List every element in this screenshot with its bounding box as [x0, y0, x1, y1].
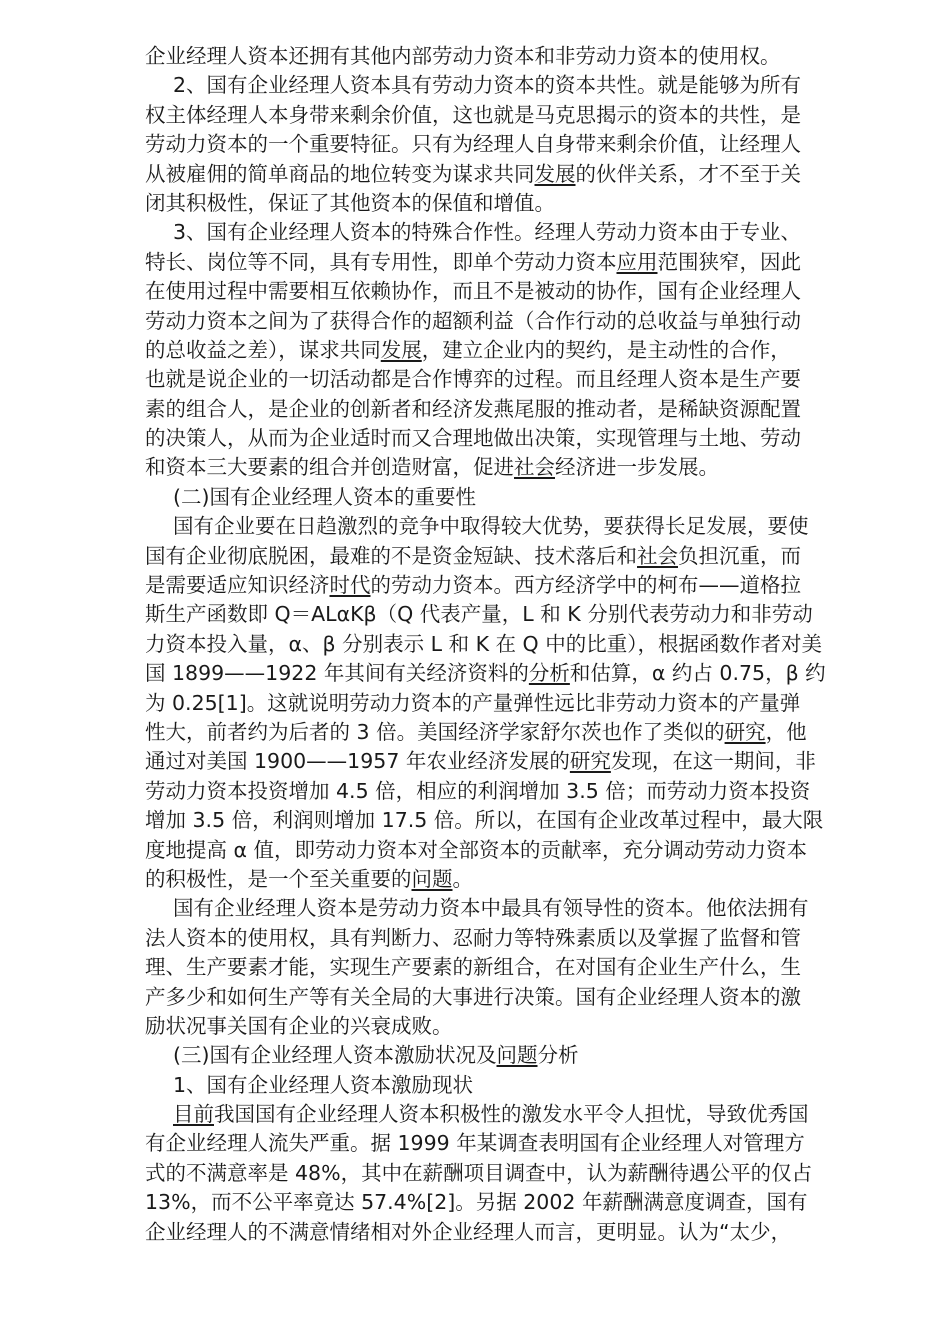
- link-text[interactable]: 研究: [569, 749, 611, 774]
- text-line: [145, 160, 865, 189]
- text-line: [145, 336, 865, 365]
- text-run: 1、国有企业经理人资本激励现状: [173, 1072, 474, 1097]
- text-line: [145, 307, 865, 336]
- text-run: 特长、岗位等不同，具有专用性，即单个劳动力资本: [145, 249, 617, 274]
- text-run: 国 1899——1922 年其间有关经济资料的: [145, 661, 529, 686]
- link-text[interactable]: 目前: [173, 1102, 214, 1127]
- text-run: 劳动力资本的一个重要特征。只有为经理人自身带来剩余价值，让经理人: [145, 132, 801, 157]
- link-text[interactable]: 研究: [724, 719, 766, 744]
- text-line: [145, 600, 865, 629]
- link-text[interactable]: 社会: [637, 543, 678, 568]
- text-line: [145, 218, 865, 247]
- text-run: 也就是说企业的一切活动都是合作博弈的过程。而且经理人资本是生产要: [145, 367, 801, 392]
- text-run: 发现，在这一期间，非: [610, 749, 816, 774]
- text-run: 13%，而不公平率竟达 57.4%[2]。另据 2002 年薪酬满意度调查，国有: [145, 1190, 808, 1215]
- text-run: 的决策人，从而为企业适时而又合理地做出决策，实现管理与土地、劳动: [145, 426, 801, 451]
- text-line: [145, 248, 865, 277]
- text-line: [145, 71, 865, 100]
- link-text[interactable]: 社会: [514, 455, 555, 480]
- text-line: [145, 718, 865, 747]
- text-run: 企业经理人的不满意情绪相对外企业经理人而言，更明显。认为“太少，: [145, 1219, 792, 1244]
- document-page: [145, 42, 865, 1247]
- text-line: [145, 395, 865, 424]
- text-run: 的伙伴关系，才不至于关: [575, 161, 801, 186]
- text-run: 增加 3.5 倍，利润则增加 17.5 倍。所以，在国有企业改革过程中，最大限: [145, 808, 824, 833]
- link-text[interactable]: 时代: [329, 573, 371, 598]
- text-line: [145, 1041, 865, 1070]
- text-run: 经济进一步发展。: [555, 455, 719, 480]
- text-run: ，他: [765, 719, 807, 744]
- text-line: [145, 747, 865, 776]
- text-run: 为 0.25[1]。这就说明劳动力资本的产量弹性远比非劳动力资本的产量弹: [145, 690, 801, 715]
- text-run: 分析: [537, 1043, 579, 1068]
- text-line: [145, 1100, 865, 1129]
- link-text[interactable]: 发展: [380, 337, 422, 362]
- text-run: 在使用过程中需要相互依赖协作，而且不是被动的协作，国有企业经理人: [145, 279, 801, 304]
- text-line: [145, 189, 865, 218]
- text-line: [145, 542, 865, 571]
- text-run: 劳动力资本投资增加 4.5 倍，相应的利润增加 3.5 倍；而劳动力资本投资: [145, 778, 811, 803]
- text-run: 式的不满意率是 48%，其中在薪酬项目调查中，认为薪酬待遇公平的仅占: [145, 1160, 813, 1185]
- text-line: [145, 1012, 865, 1041]
- text-run: 通过对美国 1900——1957 年农业经济发展的: [145, 749, 570, 774]
- text-line: [145, 689, 865, 718]
- text-line: [145, 836, 865, 865]
- text-run: 国有企业彻底脱困，最难的不是资金短缺、技术落后和: [145, 543, 637, 568]
- text-run: (三)国有企业经理人资本激励状况及: [173, 1043, 497, 1068]
- text-line: [145, 924, 865, 953]
- link-text[interactable]: 分析: [528, 661, 570, 686]
- link-text[interactable]: 发展: [534, 161, 576, 186]
- text-line: [145, 424, 865, 453]
- text-run: 素的组合人，是企业的创新者和经济发燕尾服的推动者，是稀缺资源配置: [145, 396, 801, 421]
- text-line: [145, 130, 865, 159]
- text-run: 的总收益之差），谋求共同: [145, 337, 381, 362]
- text-line: [145, 1188, 865, 1217]
- text-line: [145, 1218, 865, 1247]
- text-run: (二)国有企业经理人资本的重要性: [173, 484, 476, 509]
- text-run: 有企业经理人流失严重。据 1999 年某调查表明国有企业经理人对管理方: [145, 1131, 805, 1156]
- text-line: [145, 453, 865, 482]
- text-line: [145, 1159, 865, 1188]
- text-line: [145, 101, 865, 130]
- link-text[interactable]: 问题: [496, 1043, 538, 1068]
- text-run: 闭其积极性，保证了其他资本的保值和增值。: [145, 190, 555, 215]
- text-run: 法人资本的使用权，具有判断力、忍耐力等特殊素质以及掌握了监督和管: [145, 925, 801, 950]
- link-text[interactable]: 问题: [411, 866, 453, 891]
- text-run: 。: [452, 866, 473, 891]
- text-line: [145, 983, 865, 1012]
- text-run: 和估算，α 约占 0.75，β 约: [569, 661, 826, 686]
- text-run: 性大，前者约为后者的 3 倍。美国经济学家舒尔茨也作了类似的: [145, 719, 725, 744]
- text-line: [145, 483, 865, 512]
- text-line: [145, 777, 865, 806]
- text-line: [145, 659, 865, 688]
- text-run: 产多少和如何生产等有关全局的大事进行决策。国有企业经理人资本的激: [145, 984, 801, 1009]
- text-run: ，建立企业内的契约，是主动性的合作，: [421, 337, 791, 362]
- text-run: 劳动力资本之间为了获得合作的超额利益（合作行动的总收益与单独行动: [145, 308, 801, 333]
- text-run: 理、生产要素才能，实现生产要素的新组合，在对国有企业生产什么，生: [145, 955, 801, 980]
- text-run: 国有企业经理人资本是劳动力资本中最具有领导性的资本。他依法拥有: [173, 896, 809, 921]
- text-run: 2、国有企业经理人资本具有劳动力资本的资本共性。就是能够为所有: [173, 73, 802, 98]
- text-line: [145, 1071, 865, 1100]
- text-run: 3、国有企业经理人资本的特殊合作性。经理人劳动力资本由于专业、: [173, 220, 802, 245]
- text-run: 国有企业要在日趋激烈的竞争中取得较大优势，要获得长足发展，要使: [173, 514, 809, 539]
- text-line: [145, 894, 865, 923]
- text-line: [145, 277, 865, 306]
- text-run: 是需要适应知识经济: [145, 573, 330, 598]
- text-line: [145, 365, 865, 394]
- text-line: [145, 865, 865, 894]
- text-run: 力资本投入量，α、β 分别表示 L 和 K 在 Q 中的比重），根据函数作者对美: [145, 631, 822, 656]
- text-run: 的积极性，是一个至关重要的: [145, 866, 412, 891]
- text-line: [145, 806, 865, 835]
- text-run: 我国国有企业经理人资本积极性的激发水平令人担忧，导致优秀国: [214, 1102, 809, 1127]
- text-run: 度地提高 α 值，即劳动力资本对全部资本的贡献率，充分调动劳动力资本: [145, 837, 808, 862]
- text-run: 和资本三大要素的组合并创造财富，促进: [145, 455, 514, 480]
- text-run: 励状况事关国有企业的兴衰成败。: [145, 1013, 453, 1038]
- link-text[interactable]: 应用: [616, 249, 658, 274]
- text-line: [145, 953, 865, 982]
- text-run: 权主体经理人本身带来剩余价值，这也就是马克思揭示的资本的共性，是: [145, 102, 801, 127]
- text-run: 从被雇佣的简单商品的地位转变为谋求共同: [145, 161, 535, 186]
- text-line: [145, 42, 865, 71]
- text-line: [145, 512, 865, 541]
- text-line: [145, 571, 865, 600]
- text-line: [145, 630, 865, 659]
- text-run: 的劳动力资本。西方经济学中的柯布——道格拉: [370, 573, 801, 598]
- text-run: 企业经理人资本还拥有其他内部劳动力资本和非劳动力资本的使用权。: [145, 44, 781, 68]
- text-run: 负担沉重，而: [678, 543, 801, 568]
- text-line: [145, 1129, 865, 1158]
- text-run: 斯生产函数即 Q＝ALαKβ（Q 代表产量，L 和 K 分别代表劳动力和非劳动: [145, 602, 813, 627]
- text-run: 范围狭窄，因此: [657, 249, 801, 274]
